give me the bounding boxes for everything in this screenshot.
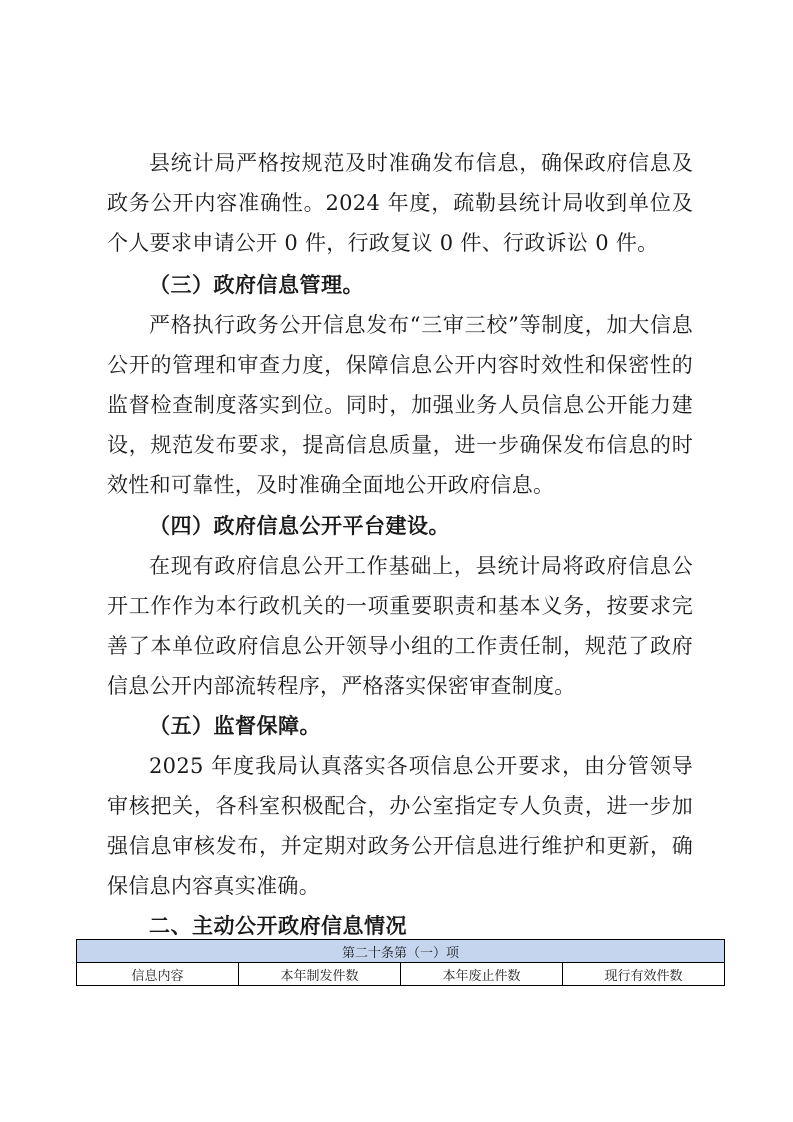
paragraph-supervision: 2025 年度我局认真落实各项信息公开要求，由分管领导审核把关，各科室积极配合，办公室指定专人负责，进一步加强信息审核发布，并定期对政务公开信息进行维护和更新，确保信息内容真实准确。 bbox=[107, 754, 693, 898]
paragraph-platform-construction: 在现有政府信息公开工作基础上，县统计局将政府信息公开工作作为本行政机关的一项重要职责和基本义务，按要求完善了本单位政府信息公开领导小组的工作责任制，规范了政府信息公开内部流转程序，严格落实保密审查制度。 bbox=[107, 554, 693, 698]
column-info-content: 信息内容 bbox=[77, 963, 239, 986]
paragraph-publish-accuracy: 县统计局严格按规范及时准确发布信息，确保政府信息及政务公开内容准确性。2024 年度，疏勒县统计局收到单位及个人要求申请公开 0 件，行政复议 0 件、行政诉讼 0 件。 bbox=[107, 151, 693, 255]
subheading-platform-construction: （四）政府信息公开平台建设。 bbox=[149, 514, 450, 538]
table-header-row bbox=[77, 940, 725, 963]
table-row bbox=[77, 963, 725, 986]
paragraph-info-management: 严格执行政务公开信息发布“三审三校”等制度，加大信息公开的管理和审查力度，保障信息公开内容时效性和保密性的监督检查制度落实到位。同时，加强业务人员信息公开能力建设，规范发布要求，提高信息质量，进一步确保发布信息的时效性和可靠性，及时准确全面地公开政府信息。 bbox=[107, 313, 693, 497]
subheading-info-management: （三）政府信息管理。 bbox=[149, 273, 364, 297]
column-issued-count: 本年制发件数 bbox=[239, 963, 401, 986]
column-abolished-count: 本年废止件数 bbox=[401, 963, 563, 986]
subheading-supervision: （五）监督保障。 bbox=[149, 714, 321, 738]
table-header-cell: 第二十条第（一）项 bbox=[77, 940, 725, 963]
column-valid-count: 现行有效件数 bbox=[563, 963, 725, 986]
section-title: 二、主动公开政府信息情况 bbox=[149, 914, 407, 938]
info-table bbox=[76, 939, 725, 986]
